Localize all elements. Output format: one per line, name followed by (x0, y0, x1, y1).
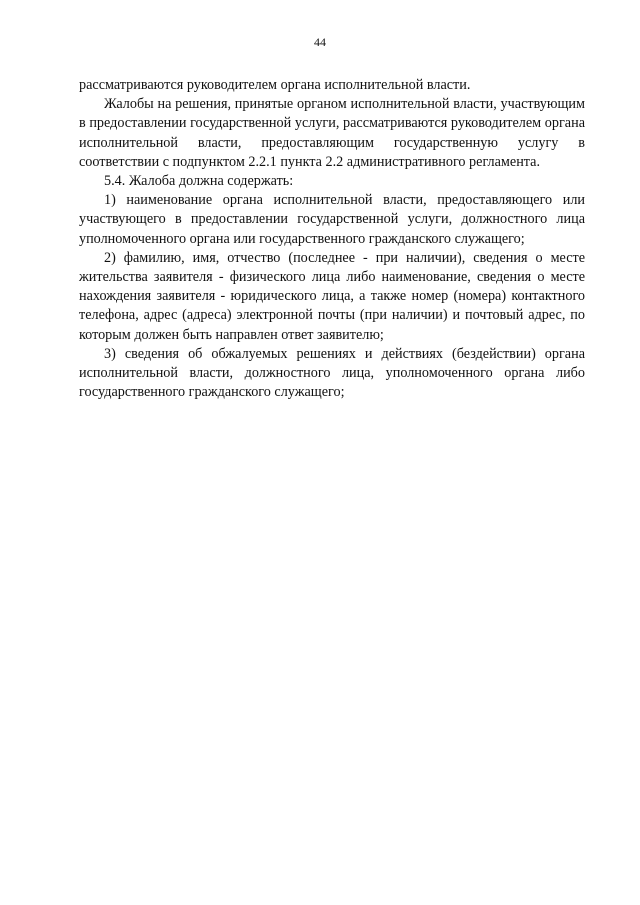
paragraph-1: рассматриваются руководителем органа исполнительной власти. (79, 77, 471, 93)
paragraph-3: 5.4. Жалоба должна содержать: (104, 173, 294, 190)
paragraph-4: 1) наименование органа исполнительной власти, предоставляющего или участвующего в предоставлении государственной услуги, должностного лица уполномоченного органа или государственного гражданского служащего; (79, 192, 585, 247)
body-text (79, 76, 585, 402)
paragraph-6: 3) сведения об обжалуемых решениях и действиях (бездействии) органа исполнительной власти, должностного лица, уполномоченного органа либо государственного гражданского служащего; (79, 345, 585, 401)
paragraph-5: 2) фамилию, имя, отчество (последнее - при наличии), сведения о месте жительства заявителя - физического лица либо наименование, сведения о месте нахождения заявителя - юридического лица, а также номер (номера) контактного телефона, адрес (адреса) электронной почты (при наличии) и почтовый адрес, по которым должен быть направлен ответ заявителю; (79, 249, 585, 343)
paragraph-2: Жалобы на решения, принятые органом исполнительной власти, участвующим в предоставлении государственной услуги, рассматриваются руководителем органа исполнительной власти, предоставляющим государственную услугу в соответствии с подпунктом 2.2.1 пункта 2.2 административного регламента. (79, 96, 585, 170)
page-number: 44 (314, 35, 326, 49)
